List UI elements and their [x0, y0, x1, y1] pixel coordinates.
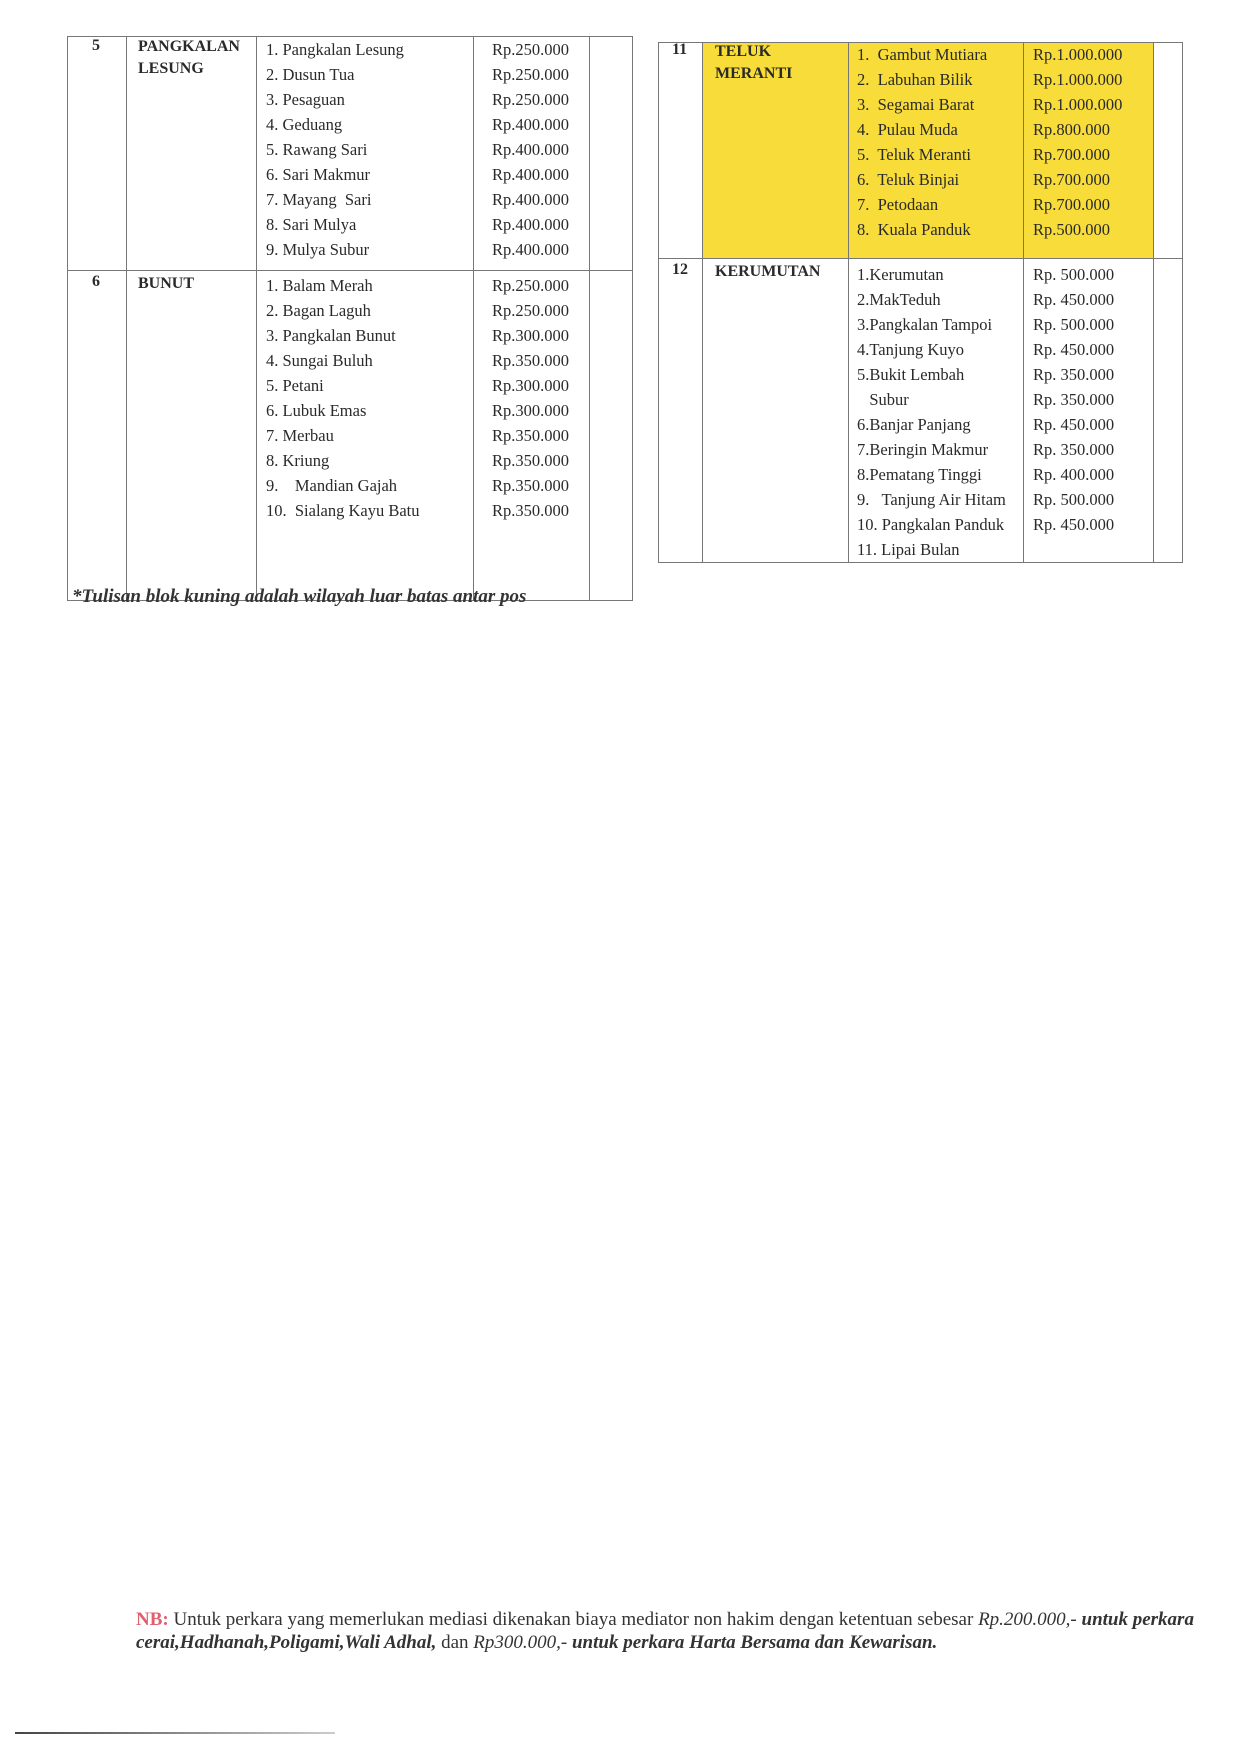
- cost-value: Rp.300.000: [492, 326, 570, 345]
- cost-value: Rp. 450.000: [1033, 340, 1115, 359]
- cost-value: Rp. 450.000: [1033, 515, 1115, 534]
- village-name: Subur: [857, 390, 909, 409]
- village-name: 7. Mayang Sari: [266, 190, 372, 209]
- village-name: 3. Pangkalan Bunut: [266, 326, 396, 345]
- cost-value: Rp. 400.000: [1033, 465, 1115, 484]
- cost-value: Rp.400.000: [492, 140, 570, 159]
- pos-name: TELUK MERANTI: [715, 43, 793, 82]
- cost-value: Rp.700.000: [1033, 145, 1111, 164]
- cost-value: Rp.250.000: [492, 90, 570, 109]
- village-name: 5. Petani: [266, 376, 324, 395]
- cost-value: Rp.350.000: [492, 351, 570, 370]
- village-list: [857, 262, 1022, 562]
- cost-value: Rp.700.000: [1033, 170, 1111, 189]
- village-name: 5. Rawang Sari: [266, 140, 368, 159]
- pos-name: BUNUT: [138, 275, 195, 292]
- village-name: 4. Geduang: [266, 115, 343, 134]
- village-name: 1. Balam Merah: [266, 276, 373, 295]
- row-number: 11: [672, 41, 688, 58]
- village-name: 7.Beringin Makmur: [857, 440, 989, 459]
- village-name: 11. Lipai Bulan: [857, 540, 960, 559]
- village-name: 8.Pematang Tinggi: [857, 465, 982, 484]
- cost-list: [492, 273, 569, 523]
- village-name: 4. Sungai Buluh: [266, 351, 373, 370]
- cost-value: Rp. 450.000: [1033, 415, 1115, 434]
- village-name: 2. Bagan Laguh: [266, 301, 371, 320]
- village-name: 3. Pesaguan: [266, 90, 345, 109]
- cost-value: Rp. 350.000: [1033, 365, 1115, 384]
- village-list: [857, 42, 987, 242]
- nb-amount1: Rp.200.000,-: [978, 1609, 1077, 1630]
- cost-value: Rp.350.000: [492, 501, 570, 520]
- cost-value: Rp.350.000: [492, 451, 570, 470]
- nb-part2: untuk perkara cerai,Hadhanah,Poligami,Wali Adhal,: [136, 1609, 1194, 1653]
- village-name: 5. Teluk Meranti: [857, 145, 972, 164]
- cost-value: Rp. 450.000: [1033, 290, 1115, 309]
- cost-value: Rp.700.000: [1033, 195, 1111, 214]
- village-name: 6.Banjar Panjang: [857, 415, 971, 434]
- cost-value: Rp.800.000: [1033, 120, 1111, 139]
- cost-value: Rp. 350.000: [1033, 390, 1115, 409]
- village-name: 2. Dusun Tua: [266, 65, 355, 84]
- village-name: 4.Tanjung Kuyo: [857, 340, 965, 359]
- cost-value: Rp.300.000: [492, 401, 570, 420]
- village-list: [266, 273, 420, 523]
- cost-value: Rp. 500.000: [1033, 490, 1115, 509]
- village-name: 8. Kriung: [266, 451, 330, 470]
- cost-value: Rp.500.000: [1033, 220, 1111, 239]
- village-name: 10. Pangkalan Panduk: [857, 515, 1005, 534]
- cost-value: Rp.400.000: [492, 165, 570, 184]
- cost-value: Rp.400.000: [492, 190, 570, 209]
- village-name: 1. Pangkalan Lesung: [266, 40, 404, 59]
- nb-note: [136, 1608, 1196, 1654]
- cost-value: Rp.250.000: [492, 301, 570, 320]
- cost-list: [492, 37, 569, 262]
- nb-label: NB:: [136, 1609, 169, 1630]
- village-name: 1.Kerumutan: [857, 265, 944, 284]
- nb-amount2: Rp300.000,-: [473, 1632, 568, 1653]
- village-name: 6. Teluk Binjai: [857, 170, 960, 189]
- village-name: 9. Tanjung Air Hitam: [857, 490, 1006, 509]
- cost-value: Rp.350.000: [492, 426, 570, 445]
- cost-value: Rp. 500.000: [1033, 265, 1115, 284]
- cost-value: Rp.300.000: [492, 376, 570, 395]
- village-name: 2. Labuhan Bilik: [857, 70, 973, 89]
- left-fee-table: [67, 36, 633, 601]
- cost-list: [1033, 42, 1122, 242]
- village-name: 8. Kuala Panduk: [857, 220, 971, 239]
- cost-value: [1033, 537, 1114, 562]
- cost-value: Rp.250.000: [492, 276, 570, 295]
- nb-line1: Untuk perkara yang memerlukan mediasi dikenakan biaya mediator non hakim dengan ketentuan sebesar: [168, 1609, 979, 1630]
- nb-part3: untuk perkara Harta Bersama dan Kewarisan.: [567, 1632, 938, 1653]
- village-name: 9. Mulya Subur: [266, 240, 370, 259]
- village-name: 8. Sari Mulya: [266, 215, 357, 234]
- village-name: 6. Lubuk Emas: [266, 401, 367, 420]
- cost-value: Rp.400.000: [492, 115, 570, 134]
- cost-value: Rp.400.000: [492, 215, 570, 234]
- village-name: 3. Segamai Barat: [857, 95, 975, 114]
- footnote: *Tulisan blok kuning adalah wilayah luar batas antar pos: [72, 586, 527, 607]
- village-name: 10. Sialang Kayu Batu: [266, 501, 420, 520]
- nb-dan: dan: [436, 1632, 474, 1653]
- village-name: 7. Merbau: [266, 426, 334, 445]
- cost-value: Rp. 350.000: [1033, 440, 1115, 459]
- cost-value: Rp.1.000.000: [1033, 95, 1123, 114]
- village-name: 9. Mandian Gajah: [266, 476, 398, 495]
- cost-value: Rp. 500.000: [1033, 315, 1115, 334]
- village-name: 3.Pangkalan Tampoi: [857, 315, 993, 334]
- village-name: 1. Gambut Mutiara: [857, 45, 988, 64]
- footer-rule: [15, 1732, 335, 1734]
- cost-value: Rp.250.000: [492, 65, 570, 84]
- village-list: [266, 37, 404, 262]
- village-name: 6. Sari Makmur: [266, 165, 371, 184]
- pos-name: PANGKALAN LESUNG: [138, 38, 240, 77]
- pos-name: KERUMUTAN: [715, 263, 821, 280]
- row-number: 5: [92, 37, 100, 54]
- row-number: 12: [672, 261, 688, 278]
- village-name: 5.Bukit Lembah: [857, 365, 965, 384]
- cost-list: [1033, 262, 1114, 562]
- row-number: 6: [92, 273, 100, 290]
- village-name: 4. Pulau Muda: [857, 120, 958, 139]
- village-name: 2.MakTeduh: [857, 290, 941, 309]
- cost-value: Rp.350.000: [492, 476, 570, 495]
- cost-value: Rp.400.000: [492, 240, 570, 259]
- cost-value: Rp.1.000.000: [1033, 45, 1123, 64]
- cost-value: Rp.1.000.000: [1033, 70, 1123, 89]
- right-fee-table: [658, 42, 1183, 563]
- village-name: 7. Petodaan: [857, 195, 939, 214]
- cost-value: Rp.250.000: [492, 40, 570, 59]
